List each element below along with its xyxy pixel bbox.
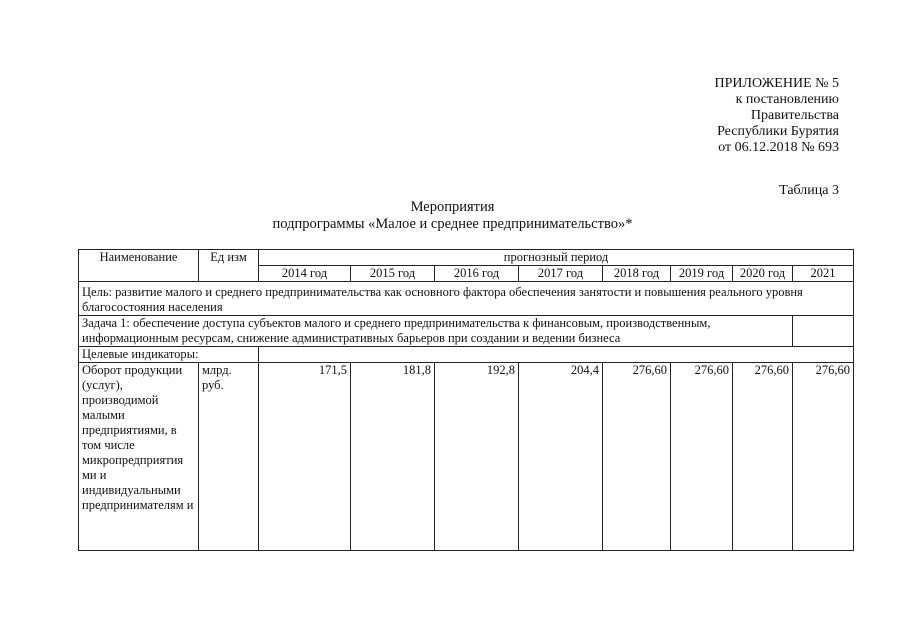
indicator-value: 192,8 [435,363,519,551]
header-year: 2018 год [603,266,671,282]
appendix-header [715,76,840,156]
heading-subtitle: подпрограммы «Малое и среднее предпринимательство»* [272,216,633,232]
header-year: 2019 год [671,266,733,282]
table-number: Таблица 3 [779,183,839,198]
header-year: 2021 [793,266,854,282]
indicators-label-row [79,347,854,363]
indicator-value: 276,60 [733,363,793,551]
appendix-date-number: от 06.12.2018 № 693 [718,140,839,155]
header-year: 2017 год [519,266,603,282]
header-year: 2015 год [351,266,435,282]
header-unit: Ед изм [199,250,259,282]
heading-title: Мероприятия [410,199,495,215]
header-period: прогнозный период [259,250,854,266]
indicators-label: Целевые индикаторы: [79,347,259,363]
indicator-value: 276,60 [793,363,854,551]
table-header-row [79,250,854,266]
task-text: Задача 1: обеспечение доступа субъектов малого и среднего предпринимательства к финансовым, производственным, информационным ресурсам, снижение административных барьеров при создании и ведении бизнеса [79,316,793,347]
empty-cell [259,347,854,363]
indicator-value: 276,60 [671,363,733,551]
appendix-line: Правительства [750,108,839,123]
appendix-line: к постановлению [735,92,839,107]
goal-text: Цель: развитие малого и среднего предпринимательства как основного фактора обеспечения занятости и повышения реального уровня благосостояния населения [79,282,854,316]
header-year: 2016 год [435,266,519,282]
document-heading [0,199,905,233]
header-year: 2014 год [259,266,351,282]
header-name: Наименование [79,250,199,282]
appendix-title: ПРИЛОЖЕНИЕ № 5 [714,76,839,91]
goal-row [79,282,854,316]
header-year: 2020 год [733,266,793,282]
indicator-value: 171,5 [259,363,351,551]
indicator-value: 276,60 [603,363,671,551]
empty-cell [793,316,854,347]
indicator-value: 204,4 [519,363,603,551]
indicator-unit: млрд. руб. [199,363,259,551]
indicator-value: 181,8 [351,363,435,551]
measures-table [78,249,854,551]
task-row [79,316,854,347]
table-row [79,363,854,551]
appendix-line: Республики Бурятия [717,124,839,139]
indicator-name: Оборот продукции (услуг), производимой малыми предприятиями, в том числе микропредприятия ми и индивидуальными предпринимателям и [79,363,199,551]
